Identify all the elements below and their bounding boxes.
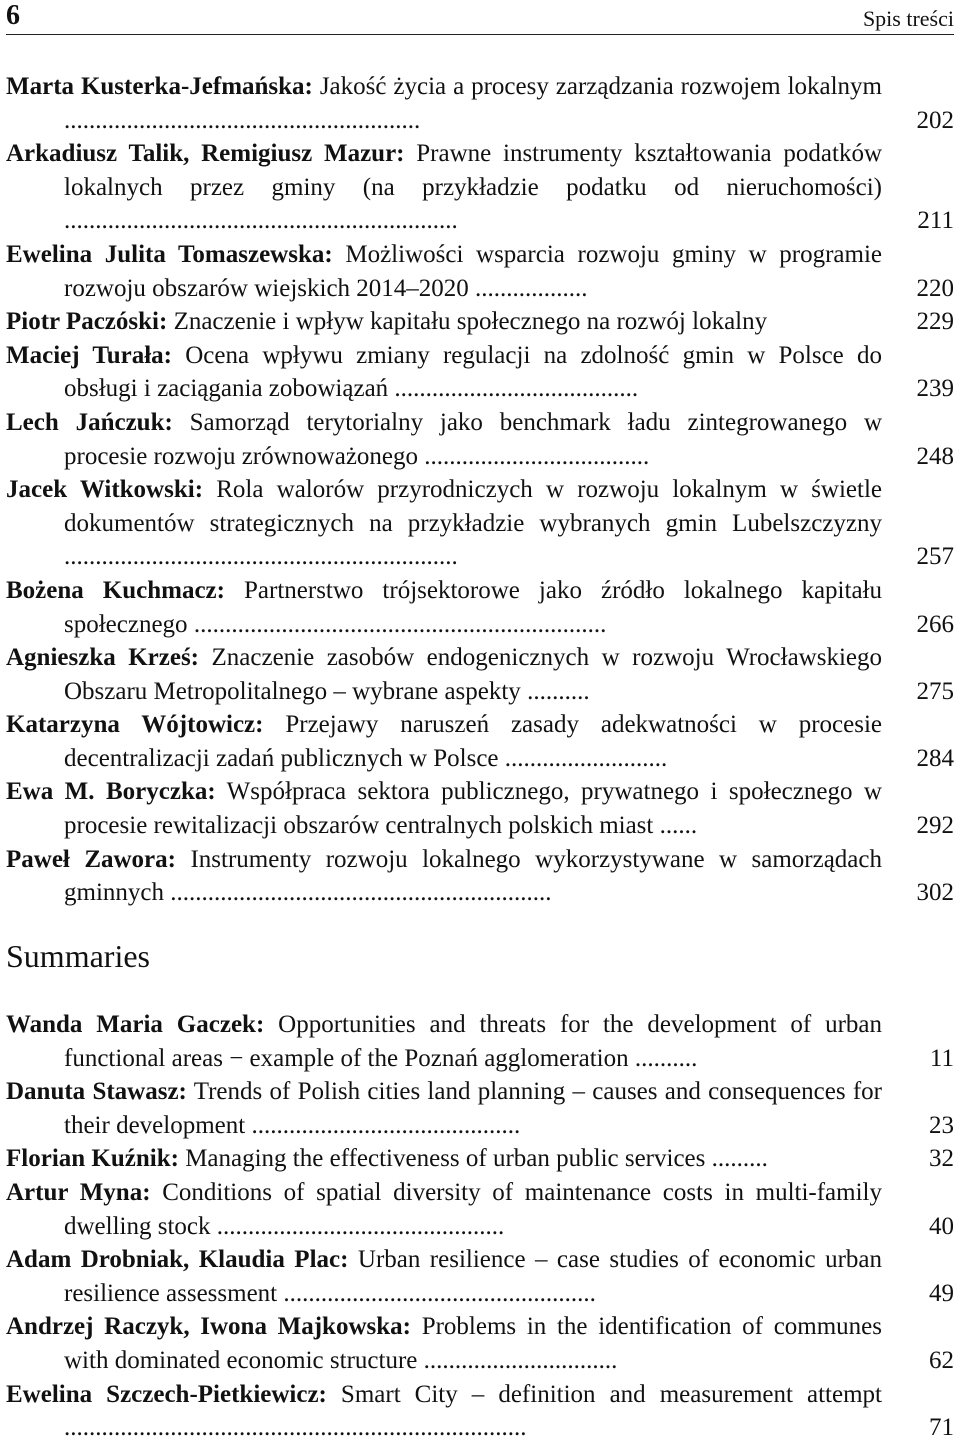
toc-entry-page-number: 248 — [916, 442, 954, 470]
toc-entry-text — [6, 406, 882, 473]
toc-entry-leader-dots: .......... — [520, 677, 590, 705]
toc-entry-page-number: 229 — [916, 308, 954, 336]
toc-entry-text — [6, 1142, 882, 1176]
toc-entry-page-number: 11 — [929, 1044, 954, 1072]
toc-entry-page-number: 49 — [929, 1279, 954, 1307]
toc-entry-author: Adam Drobniak, Klaudia Plac: — [6, 1246, 349, 1274]
toc-entry-page-number: 284 — [916, 744, 954, 772]
toc-entry-text — [6, 70, 882, 137]
toc-entry-author: Artur Myna: — [6, 1178, 151, 1206]
toc-entry-page-number: 257 — [916, 543, 954, 571]
toc-entry-author: Andrzej Raczyk, Iwona Majkowska: — [6, 1313, 411, 1341]
toc-entry-title: Znaczenie i wpływ kapitału społecznego na rozwój lokalny — [173, 308, 768, 336]
toc-entry-title: Smart City – definition and measurement attempt — [340, 1380, 882, 1408]
toc-entry[interactable] — [6, 1243, 954, 1310]
toc-entry-author: Ewelina Szczech-Pietkiewicz: — [6, 1380, 327, 1408]
toc-entry-page-number: 40 — [929, 1212, 954, 1240]
toc-entry-title: Rola walorów przyrodniczych w rozwoju lokalnym w świetle dokumentów strategicznych na przykładzie wybranych gmin Lubelszczyzny — [64, 476, 883, 537]
summaries-heading: Summaries — [6, 938, 150, 974]
toc-entry-title: Urban resilience – case studies of economic urban resilience assessment — [64, 1246, 882, 1307]
toc-entry[interactable] — [6, 406, 954, 473]
toc-entry-page-number: 71 — [929, 1414, 954, 1442]
toc-entry-leader-dots: .................................................. — [277, 1279, 596, 1307]
toc-entry-page-number: 23 — [929, 1111, 954, 1139]
toc-entry-text — [6, 305, 882, 339]
toc-entry-leader-dots: .................................... — [418, 442, 650, 470]
toc-entry-title: Jakość życia a procesy zarządzania rozwojem lokalnym — [319, 73, 882, 100]
toc-entry-leader-dots: ......................................................... — [64, 106, 421, 134]
toc-entry-page-number: 292 — [916, 812, 954, 840]
toc-entry-leader-dots: ........................................... — [245, 1111, 521, 1139]
toc-entry-author: Arkadiusz Talik, Remigiusz Mazur: — [6, 140, 405, 168]
toc-entry-page-number: 62 — [929, 1346, 954, 1374]
toc-entry[interactable] — [6, 137, 954, 238]
toc-entry-title: Ocena wpływu zmiany regulacji na zdolność gmin w Polsce do obsługi i zaciągania zobowiązań — [64, 341, 882, 403]
toc-entry-text — [6, 1176, 882, 1243]
toc-entry-author: Agnieszka Krześ: — [6, 644, 200, 672]
toc-entry-leader-dots: ............................... — [417, 1346, 618, 1374]
toc-entry-title: Instrumenty rozwoju lokalnego wykorzystywane w samorządach gminnych — [64, 845, 882, 907]
toc-entry-text — [6, 843, 882, 910]
toc-entry-page-number: 239 — [916, 375, 954, 403]
toc-entry-text — [6, 473, 882, 574]
toc-entry-page-number: 220 — [916, 274, 954, 302]
toc-entry-leader-dots: .................................................................. — [187, 610, 607, 638]
toc-entry[interactable] — [6, 473, 954, 574]
toc-entry[interactable] — [6, 1142, 954, 1176]
toc-entry-author: Paweł Zawora: — [6, 845, 176, 873]
toc-entry-text — [6, 238, 882, 305]
toc-entry-text — [6, 339, 882, 406]
toc-entry-author: Ewelina Julita Tomaszewska: — [6, 240, 333, 268]
toc-entry-title: Managing the effectiveness of urban public services — [185, 1145, 706, 1173]
toc-entry-author: Ewa M. Boryczka: — [6, 778, 216, 806]
toc-entry-leader-dots: ............................................................. — [164, 879, 552, 907]
toc-entry-page-number: 275 — [916, 677, 954, 705]
table-of-contents — [6, 70, 954, 910]
toc-entry[interactable] — [6, 1310, 954, 1377]
toc-entry-leader-dots: .............................................. — [210, 1212, 505, 1240]
toc-entry-page-number: 211 — [917, 207, 954, 235]
toc-entry[interactable] — [6, 574, 954, 641]
toc-entry[interactable] — [6, 1075, 954, 1142]
toc-entry-text — [6, 1008, 882, 1075]
toc-entry-title: Partnerstwo trójsektorowe jako źródło lokalnego kapitału społecznego — [64, 576, 882, 638]
toc-entry[interactable] — [6, 843, 954, 910]
page-number: 6 — [6, 0, 20, 31]
toc-entry[interactable] — [6, 1176, 954, 1243]
toc-entry[interactable] — [6, 339, 954, 406]
toc-entry[interactable] — [6, 305, 954, 339]
toc-entry-title: Conditions of spatial diversity of maintenance costs in multi-family dwelling stock — [64, 1178, 882, 1240]
toc-entry-leader-dots: ....................................... — [388, 375, 639, 403]
toc-entry-author: Marta Kusterka-Jefmańska: — [6, 73, 313, 100]
toc-entry-author: Danuta Stawasz: — [6, 1078, 187, 1106]
toc-entry-text — [6, 137, 882, 238]
toc-entry-page-number: 32 — [929, 1145, 954, 1173]
toc-entry-text — [6, 1075, 882, 1142]
toc-entry-text — [6, 708, 882, 775]
toc-entry-text — [6, 574, 882, 641]
toc-entry-author: Florian Kuźnik: — [6, 1145, 179, 1173]
toc-entry-leader-dots: .................. — [468, 274, 588, 302]
toc-entry-title: Prawne instrumenty kształtowania podatków lokalnych przez gminy (na przykładzie podatku od nieruchomości) — [64, 140, 882, 201]
toc-entry-title: Możliwości wsparcia rozwoju gminy w programie rozwoju obszarów wiejskich 2014–2020 — [64, 240, 882, 302]
toc-entry-leader-dots: .......................... — [498, 744, 668, 772]
toc-entry[interactable] — [6, 641, 954, 708]
page-header — [6, 0, 954, 35]
toc-entry[interactable] — [6, 775, 954, 842]
toc-entry-leader-dots: ......... — [705, 1145, 768, 1173]
toc-entry-text — [6, 641, 882, 708]
toc-entry-leader-dots: ............................................................... — [64, 543, 458, 571]
running-title: Spis treści — [862, 6, 954, 31]
toc-entry-page-number: 266 — [916, 610, 954, 638]
toc-entry-text — [6, 1243, 882, 1310]
toc-entry-author: Piotr Paczóski: — [6, 308, 168, 336]
toc-entry-leader-dots: .......................................................................... — [64, 1414, 527, 1442]
toc-entry-page-number: 202 — [916, 106, 954, 134]
toc-entry-leader-dots: ...... — [653, 812, 698, 840]
toc-entry[interactable] — [6, 708, 954, 775]
toc-entry-title: Samorząd terytorialny jako benchmark ładu zintegrowanego w procesie rozwoju zrównoważonego — [64, 408, 883, 470]
toc-entry-title: Opportunities and threats for the development of urban functional areas − example of the Poznań agglomeration — [64, 1011, 882, 1072]
toc-entry[interactable] — [6, 70, 954, 137]
toc-entry-author: Bożena Kuchmacz: — [6, 576, 225, 604]
toc-entry-author: Maciej Turała: — [6, 341, 172, 369]
toc-entry-leader-dots: .......... — [628, 1044, 698, 1072]
summaries-list — [6, 1008, 954, 1445]
toc-entry-leader-dots: ............................................................... — [64, 207, 458, 235]
toc-entry-title: Trends of Polish cities land planning – causes and consequences for their development — [64, 1078, 882, 1139]
toc-entry-title: Problems in the identification of communes with dominated economic structure — [64, 1313, 883, 1374]
toc-entry[interactable] — [6, 238, 954, 305]
toc-entry-text — [6, 775, 882, 842]
toc-entry-title: Współpraca sektora publicznego, prywatnego i społecznego w procesie rewitalizacji obszarów centralnych polskich miast — [64, 778, 882, 840]
toc-entry[interactable] — [6, 1008, 954, 1075]
toc-entry-author: Lech Jańczuk: — [6, 408, 173, 436]
toc-entry-author: Jacek Witkowski: — [6, 476, 204, 504]
toc-entry-page-number: 302 — [916, 879, 954, 907]
toc-entry-author: Wanda Maria Gaczek: — [6, 1011, 265, 1038]
toc-entry-author: Katarzyna Wójtowicz: — [6, 711, 264, 739]
toc-entry-text — [6, 1310, 882, 1377]
toc-entry-text — [6, 1378, 882, 1445]
toc-entry[interactable] — [6, 1378, 954, 1445]
toc-entry-title: Przejawy naruszeń zasady adekwatności w procesie decentralizacji zadań publicznych w Polsce — [64, 711, 882, 772]
toc-entry-title: Znaczenie zasobów endogenicznych w rozwoju Wrocławskiego Obszaru Metropolitalnego – wybrane aspekty — [64, 644, 882, 705]
